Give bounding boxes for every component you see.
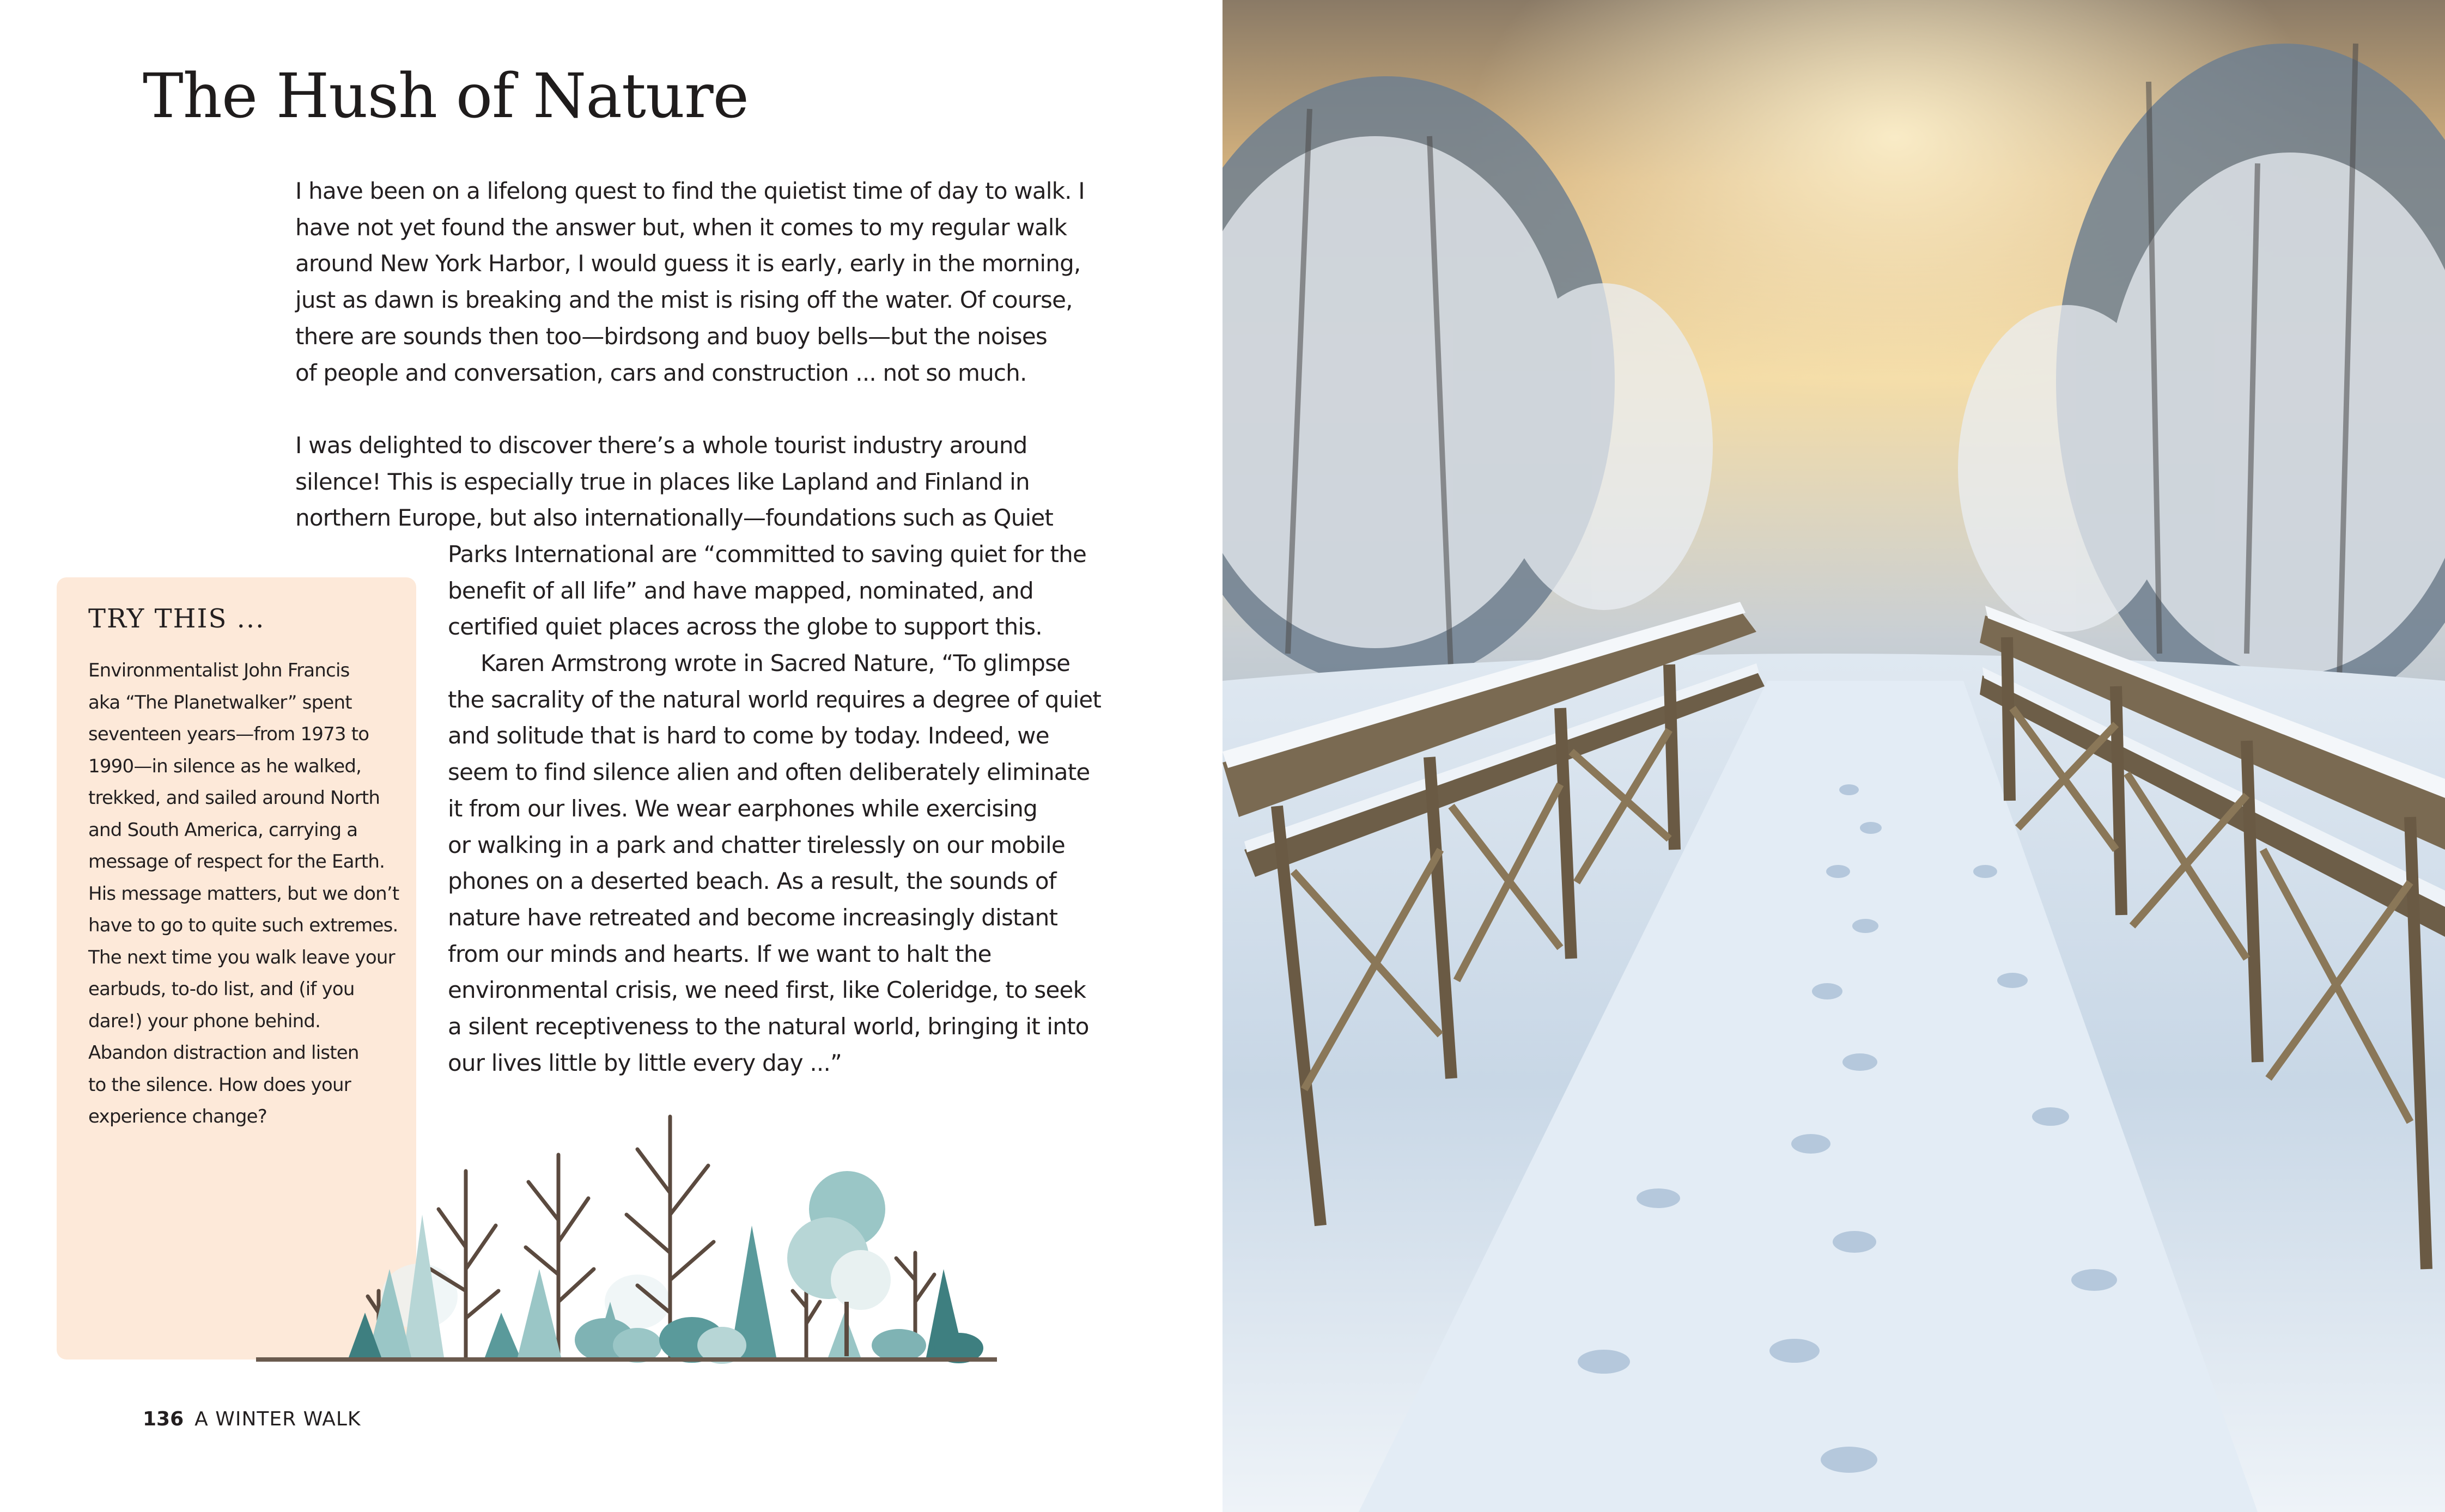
text-line: dare!) your phone behind. bbox=[88, 1010, 321, 1032]
text-line: or walking in a park and chatter tirelessly on our mobile bbox=[448, 831, 1065, 858]
text-line: the sacrality of the natural world requires a degree of quiet bbox=[448, 686, 1102, 713]
body-paragraph-2 bbox=[295, 428, 1053, 536]
text-line: around New York Harbor, I would guess it is early, early in the morning, bbox=[295, 250, 1081, 277]
text-line: The next time you walk leave your bbox=[88, 946, 395, 968]
page-footer bbox=[143, 1408, 361, 1430]
text-line: it from our lives. We wear earphones while exercising bbox=[448, 795, 1037, 822]
body-paragraph-1 bbox=[295, 173, 1085, 391]
winter-trees-illustration bbox=[256, 1106, 997, 1367]
text-line: of people and conversation, cars and construction ... not so much. bbox=[295, 359, 1027, 386]
text-line: seem to find silence alien and often deliberately eliminate bbox=[448, 759, 1090, 786]
text-line: earbuds, to-do list, and (if you bbox=[88, 978, 355, 1000]
text-line: there are sounds then too—birdsong and buoy bells—but the noises bbox=[295, 322, 1047, 350]
text-line: message of respect for the Earth. bbox=[88, 851, 385, 873]
text-line: just as dawn is breaking and the mist is rising off the water. Of course, bbox=[295, 286, 1073, 314]
text-line: a silent receptiveness to the natural world, bringing it into bbox=[448, 1013, 1089, 1040]
text-line: Parks International are “committed to saving quiet for the bbox=[448, 541, 1087, 568]
text-line: from our minds and hearts. If we want to halt the bbox=[448, 940, 992, 967]
text-line: I was delighted to discover there’s a whole tourist industry around bbox=[295, 432, 1027, 459]
text-line: benefit of all life” and have mapped, nominated, and bbox=[448, 577, 1033, 604]
text-line: 1990—in silence as he walked, bbox=[88, 755, 362, 777]
text-line: Karen Armstrong wrote in Sacred Nature, “To glimpse bbox=[481, 650, 1071, 676]
text-line: nature have retreated and become increasingly distant bbox=[448, 904, 1058, 931]
text-line: phones on a deserted beach. As a result, the sounds of bbox=[448, 868, 1056, 895]
body-paragraph-2-continued bbox=[448, 536, 1086, 645]
text-line: have not yet found the answer but, when it comes to my regular walk bbox=[295, 214, 1067, 241]
text-line: have to go to quite such extremes. bbox=[88, 914, 398, 936]
page-number: 136 bbox=[143, 1408, 184, 1430]
text-line: our lives little by little every day ...” bbox=[448, 1049, 842, 1076]
text-line: Abandon distraction and listen bbox=[88, 1042, 359, 1064]
snowy-bridge-photo bbox=[1222, 0, 2445, 1512]
text-line: experience change? bbox=[88, 1106, 267, 1127]
text-line: to the silence. How does your bbox=[88, 1074, 351, 1096]
sidebar-text bbox=[88, 655, 399, 1133]
page-title: The Hush of Nature bbox=[143, 61, 749, 132]
body-paragraph-3 bbox=[448, 645, 1101, 1081]
text-line: seventeen years—from 1973 to bbox=[88, 723, 369, 745]
text-line: aka “The Planetwalker” spent bbox=[88, 691, 352, 714]
text-line: trekked, and sailed around North bbox=[88, 787, 380, 809]
text-line: His message matters, but we don’t bbox=[88, 882, 399, 905]
text-line: silence! This is especially true in places like Lapland and Finland in bbox=[295, 468, 1030, 495]
left-page bbox=[0, 0, 1222, 1512]
text-line: and solitude that is hard to come by today. Indeed, we bbox=[448, 722, 1049, 749]
section-title: A WINTER WALK bbox=[194, 1408, 361, 1430]
text-line: I have been on a lifelong quest to find the quietist time of day to walk. I bbox=[295, 178, 1085, 204]
text-line: and South America, carrying a bbox=[88, 819, 358, 841]
text-line: certified quiet places across the globe to support this. bbox=[448, 613, 1042, 641]
text-line: northern Europe, but also internationally—foundations such as Quiet bbox=[295, 504, 1054, 532]
text-line: environmental crisis, we need first, like Coleridge, to seek bbox=[448, 977, 1086, 1004]
text-line: Environmentalist John Francis bbox=[88, 660, 350, 681]
sidebar-title: TRY THIS ... bbox=[88, 603, 265, 634]
